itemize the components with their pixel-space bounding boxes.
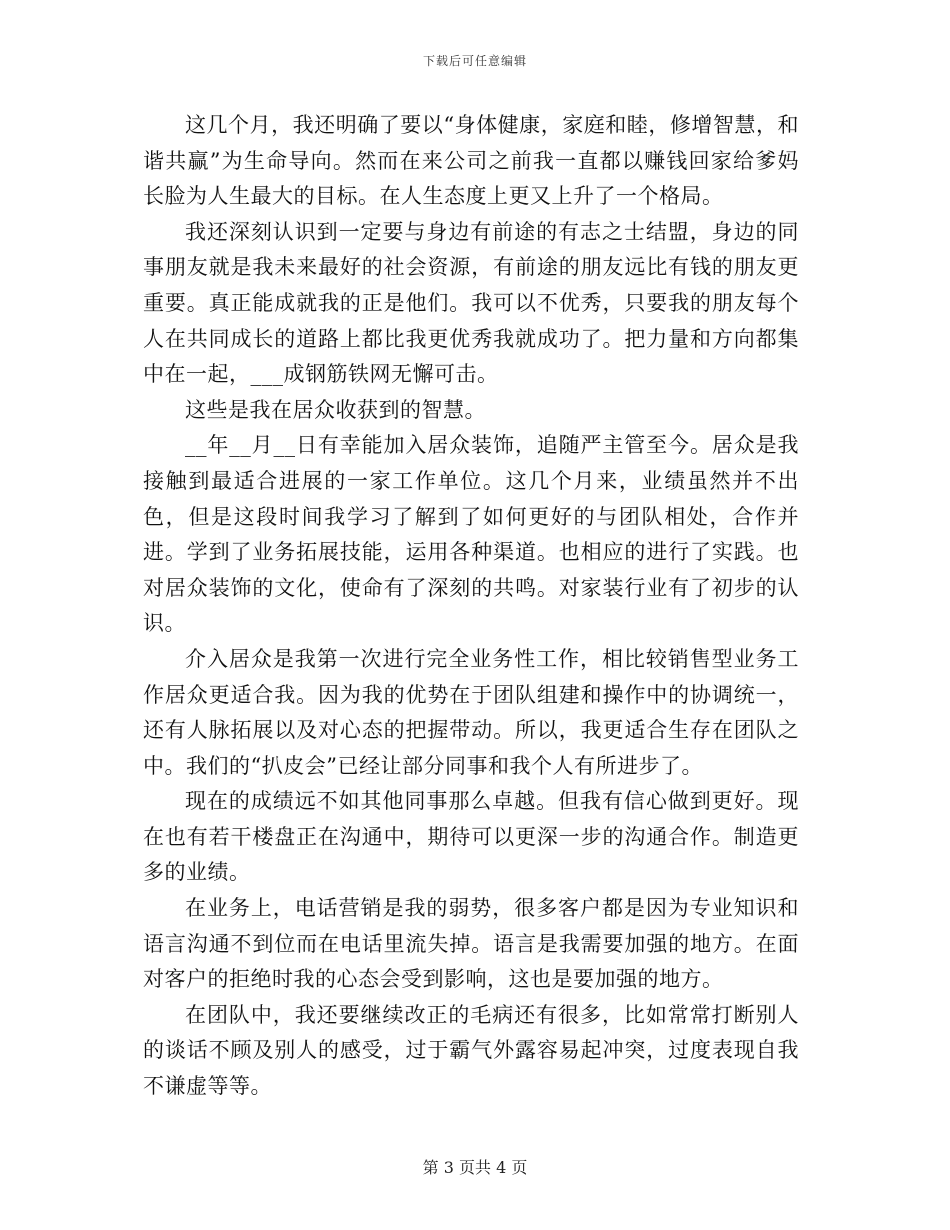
page-footer: 第 3 页共 4 页 — [422, 1158, 528, 1177]
document-body — [143, 108, 799, 1105]
paragraph-3: 这些是我在居众收获到的智慧。 — [185, 397, 486, 422]
paragraph-7: 在业务上，电话营销是我的弱势，很多客户都是因为专业知识和语言沟通不到位而在电话里流失掉。语言是我需要加强的地方。在面对客户的拒绝时我的心态会受到影响，这也是要加强的地方。 — [143, 896, 799, 992]
paragraph-1: 这几个月，我还明确了要以“身体健康，家庭和睦，修增智慧，和谐共赢”为生命导向。然而在来公司之前我一直都以赚钱回家给爹妈长脸为人生最大的目标。在人生态度上更又上升了一个格局。 — [143, 113, 799, 209]
paragraph-5: 介入居众是我第一次进行完全业务性工作，相比较销售型业务工作居众更适合我。因为我的优势在于团队组建和操作中的协调统一，还有人脉拓展以及对心态的把握带动。所以，我更适合生存在团队之中。我们的“扒皮会”已经让部分同事和我个人有所进步了。 — [143, 646, 799, 778]
page-header: 下载后可任意编辑 — [422, 54, 527, 68]
paragraph-4: __年__月__日有幸能加入居众装饰，追随严主管至今。居众是我接触到最适合进展的一家工作单位。这几个月来，业绩虽然并不出色，但是这段时间我学习了解到了如何更好的与团队相处，合作并进。学到了业务拓展技能，运用各种渠道。也相应的进行了实践。也对居众装饰的文化，使命有了深刻的共鸣。对家装行业有了初步的认识。 — [143, 433, 799, 636]
paragraph-6: 现在的成绩远不如其他同事那么卓越。但我有信心做到更好。现在也有若干楼盘正在沟通中，期待可以更深一步的沟通合作。制造更多的业绩。 — [143, 789, 799, 885]
paragraph-8: 在团队中，我还要继续改正的毛病还有很多，比如常常打断别人的谈话不顾及别人的感受，过于霸气外露容易起冲突，过度表现自我不谦虚等等。 — [143, 1002, 799, 1099]
paragraph-2: 我还深刻认识到一定要与身边有前途的有志之士结盟，身边的同事朋友就是我未来最好的社会资源，有前途的朋友远比有钱的朋友更重要。真正能成就我的正是他们。我可以不优秀，只要我的朋友每个人在共同成长的道路上都比我更优秀我就成功了。把力量和方向都集中在一起，___成钢筋铁网无懈可击。 — [143, 219, 799, 387]
